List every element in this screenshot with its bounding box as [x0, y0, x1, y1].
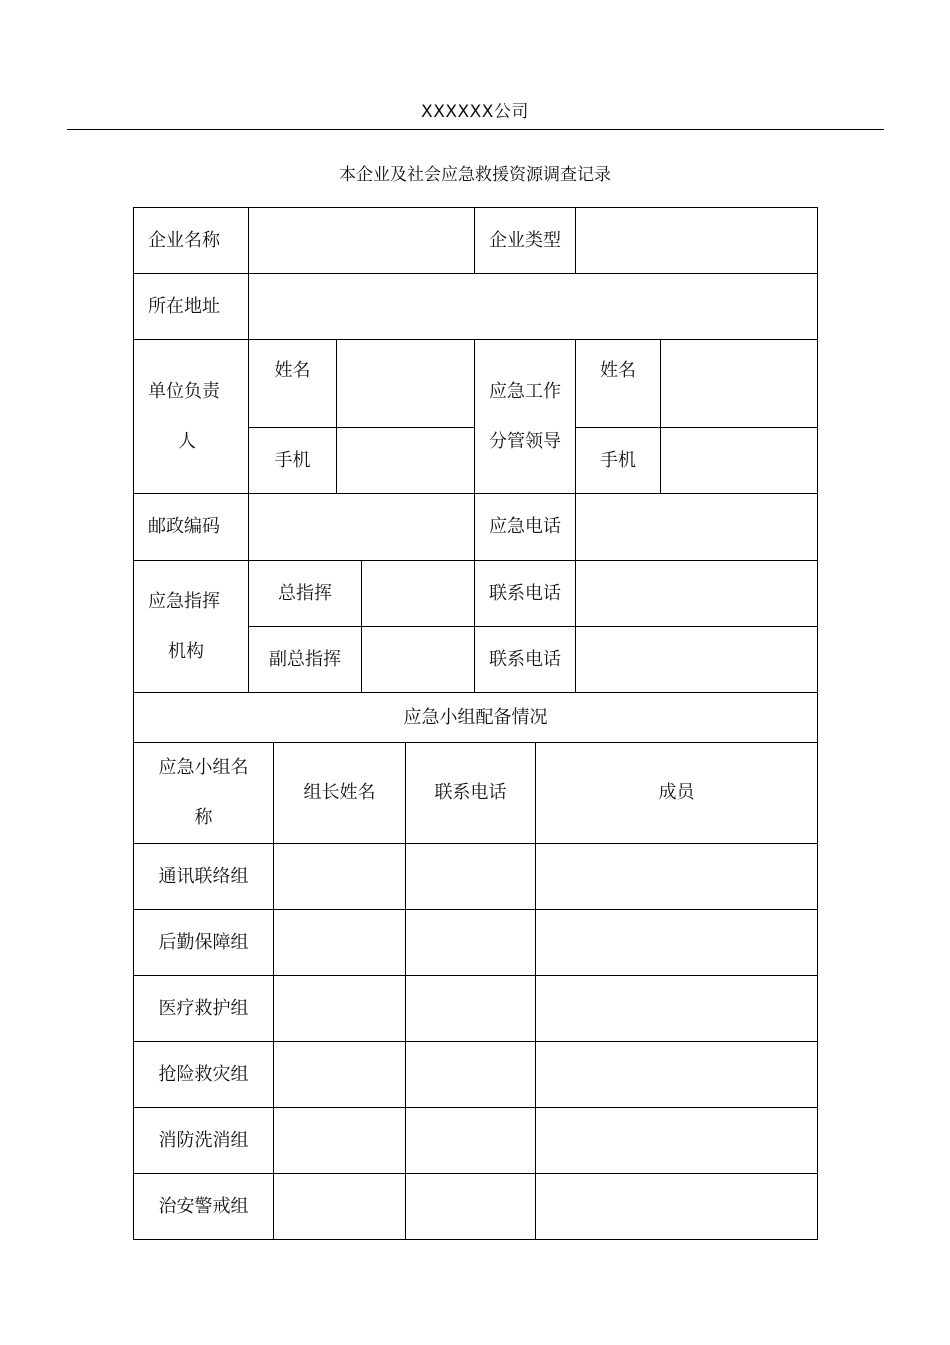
emergency-leader-phone-label: 手机 — [576, 428, 661, 494]
emergency-leader-name-label: 姓名 — [576, 340, 661, 428]
group-row — [134, 1108, 818, 1174]
emergency-phone-label: 应急电话 — [475, 494, 576, 561]
unit-head-phone-field[interactable] — [337, 428, 475, 494]
group-leader-field[interactable] — [274, 1108, 406, 1174]
group-members-field[interactable] — [536, 910, 818, 976]
address-label: 所在地址 — [134, 274, 249, 340]
chief-contact-field[interactable] — [576, 561, 818, 627]
command-org-label-line2: 机构 — [168, 640, 204, 662]
group-name-cell: 通讯联络组 — [134, 844, 274, 910]
group-members-field[interactable] — [536, 1042, 818, 1108]
group-name-header-line1: 应急小组名 — [158, 757, 249, 778]
document-title: 本企业及社会应急救援资源调查记录 — [339, 165, 611, 185]
deputy-commander-label: 副总指挥 — [249, 627, 362, 693]
unit-head-name-label: 姓名 — [249, 340, 337, 428]
emergency-leader-label-line2: 分管领导 — [489, 430, 561, 452]
group-name-cell: 后勤保障组 — [134, 910, 274, 976]
group-name-cell: 治安警戒组 — [134, 1174, 274, 1240]
group-name-cell: 消防洗消组 — [134, 1108, 274, 1174]
group-members-field[interactable] — [536, 844, 818, 910]
emergency-leader-phone-field[interactable] — [661, 428, 818, 494]
company-type-label: 企业类型 — [475, 208, 576, 274]
command-org-label — [134, 561, 249, 693]
company-name: XXXXXX公司 — [421, 102, 529, 122]
unit-head-phone-label: 手机 — [249, 428, 337, 494]
group-row — [134, 844, 818, 910]
company-name-field[interactable] — [249, 208, 475, 274]
emergency-phone-field[interactable] — [576, 494, 818, 561]
group-phone-field[interactable] — [406, 1042, 536, 1108]
company-type-field[interactable] — [576, 208, 818, 274]
chief-contact-label: 联系电话 — [475, 561, 576, 627]
group-members-field[interactable] — [536, 1174, 818, 1240]
groups-section-title: 应急小组配备情况 — [134, 693, 818, 743]
postcode-label: 邮政编码 — [134, 494, 249, 561]
group-row — [134, 910, 818, 976]
group-name-cell: 抢险救灾组 — [134, 1042, 274, 1108]
group-phone-field[interactable] — [406, 976, 536, 1042]
members-header: 成员 — [536, 743, 818, 844]
group-leader-field[interactable] — [274, 910, 406, 976]
command-org-label-line1: 应急指挥 — [148, 590, 220, 612]
leader-name-header: 组长姓名 — [274, 743, 406, 844]
group-name-header-line2: 称 — [194, 807, 213, 828]
company-name-label: 企业名称 — [134, 208, 249, 274]
group-leader-field[interactable] — [274, 844, 406, 910]
header-divider — [67, 129, 884, 130]
deputy-contact-label: 联系电话 — [475, 627, 576, 693]
group-phone-header: 联系电话 — [406, 743, 536, 844]
group-row — [134, 1042, 818, 1108]
group-row — [134, 976, 818, 1042]
group-row — [134, 1174, 818, 1240]
emergency-leader-label-line1: 应急工作 — [489, 380, 561, 402]
group-leader-field[interactable] — [274, 1042, 406, 1108]
survey-form-table — [133, 207, 818, 1240]
chief-commander-label: 总指挥 — [249, 561, 362, 627]
group-members-field[interactable] — [536, 1108, 818, 1174]
unit-head-label — [134, 340, 249, 494]
group-leader-field[interactable] — [274, 976, 406, 1042]
group-members-field[interactable] — [536, 976, 818, 1042]
postcode-field[interactable] — [249, 494, 475, 561]
unit-head-label-line1: 单位负责 — [148, 380, 220, 402]
address-field[interactable] — [249, 274, 818, 340]
group-phone-field[interactable] — [406, 1108, 536, 1174]
unit-head-name-field[interactable] — [337, 340, 475, 428]
deputy-contact-field[interactable] — [576, 627, 818, 693]
chief-commander-field[interactable] — [362, 561, 475, 627]
deputy-commander-field[interactable] — [362, 627, 475, 693]
group-leader-field[interactable] — [274, 1174, 406, 1240]
group-name-header — [134, 743, 274, 844]
group-name-cell: 医疗救护组 — [134, 976, 274, 1042]
emergency-leader-name-field[interactable] — [661, 340, 818, 428]
group-phone-field[interactable] — [406, 910, 536, 976]
group-phone-field[interactable] — [406, 844, 536, 910]
unit-head-label-line2: 人 — [178, 430, 196, 452]
emergency-leader-label — [475, 340, 576, 494]
group-phone-field[interactable] — [406, 1174, 536, 1240]
